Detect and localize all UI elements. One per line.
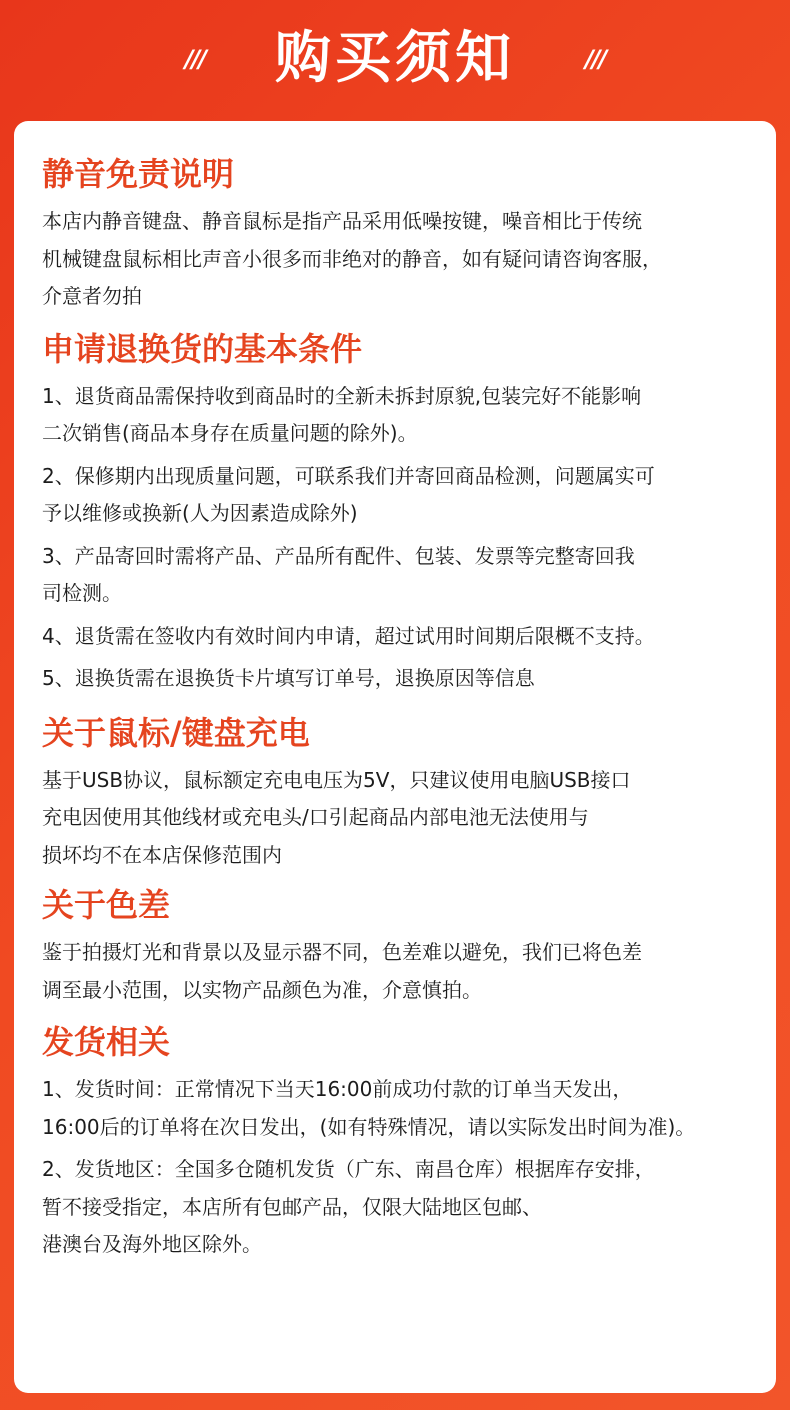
- section-title: 关于色差: [42, 886, 171, 924]
- section-paragraph: 4、退货需在签收内有效时间内申请，超过试用时间期后限概不支持。: [42, 623, 655, 648]
- section-silent-disclaimer: [42, 155, 776, 316]
- section-paragraph: 1、发货时间：正常情况下当天16:00前成功付款的订单当天发出， 16:00后的订单将在次日发出，(如有特殊情况，请以实际发出时间为准)。: [42, 1077, 696, 1139]
- section-charging: [42, 714, 776, 875]
- section-paragraph: 1、退货商品需保持收到商品时的全新未拆封原貌,包装完好不能影响 二次销售(商品本身存在质量问题的除外)。: [42, 383, 642, 445]
- section-title: 静音免责说明: [42, 155, 235, 193]
- section-paragraph: 鉴于拍摄灯光和背景以及显示器不同，色差难以避免，我们已将色差 调至最小范围，以实物产品颜色为准，介意慎拍。: [42, 940, 642, 1002]
- notice-card: [14, 121, 776, 1393]
- section-return-conditions: [42, 330, 776, 698]
- page-header: [0, 0, 790, 118]
- page-title: 购买须知: [275, 26, 515, 91]
- section-title: 申请退换货的基本条件: [42, 329, 363, 368]
- section-title: 发货相关: [42, 1023, 171, 1061]
- section-paragraph: 5、退换货需在退换货卡片填写订单号，退换原因等信息: [42, 666, 535, 690]
- section-shipping: [42, 1023, 776, 1264]
- section-paragraph: 本店内静音键盘、静音鼠标是指产品采用低噪按键，噪音相比于传统 机械键盘鼠标相比声音小很多而非绝对的静音，如有疑问请咨询客服， 介意者勿拍: [42, 209, 662, 308]
- section-paragraph: 2、保修期内出现质量问题，可联系我们并寄回商品检测，问题属实可 予以维修或换新(人为因素造成除外): [42, 463, 655, 525]
- section-paragraph: 3、产品寄回时需将产品、产品所有配件、包装、发票等完整寄回我 司检测。: [42, 543, 635, 605]
- section-paragraph: 2、发货地区：全国多仓随机发货（广东、南昌仓库）根据库存安排， 暂不接受指定，本店所有包邮产品，仅限大陆地区包邮、 港澳台及海外地区除外。: [42, 1157, 655, 1256]
- section-color-difference: [42, 886, 776, 1009]
- section-title: 关于鼠标/键盘充电: [42, 713, 310, 752]
- section-paragraph: 基于USB协议，鼠标额定充电电压为5V，只建议使用电脑USB接口 充电因使用其他线材或充电头/口引起商品内部电池无法使用与 损坏均不在本店保修范围内: [42, 767, 631, 867]
- left-decoration: ///: [184, 45, 205, 73]
- right-decoration: ///: [585, 45, 606, 73]
